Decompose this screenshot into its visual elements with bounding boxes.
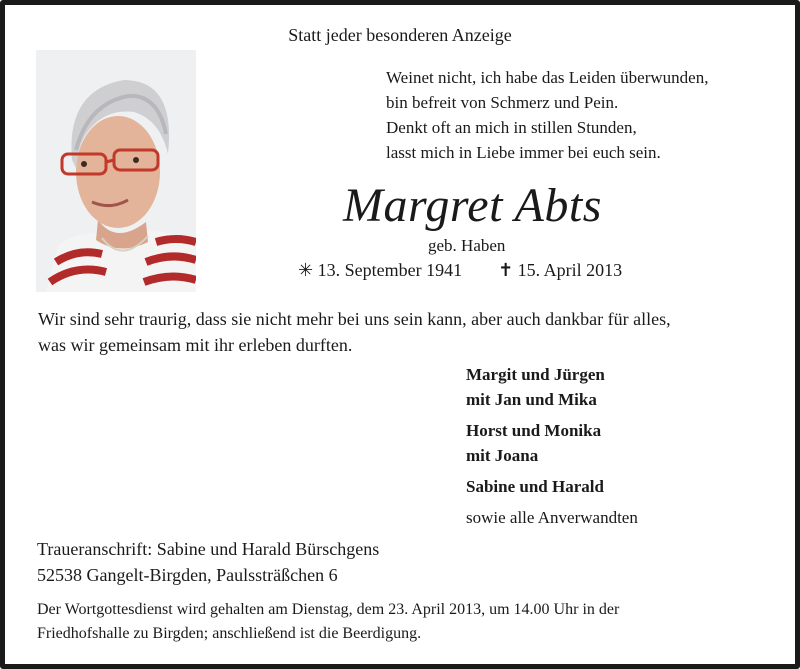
address-line: Traueranschrift: Sabine und Harald Bürschgens [37, 539, 380, 559]
message-line: Wir sind sehr traurig, dass sie nicht mehr bei uns sein kann, aber auch dankbar für alles, [38, 309, 671, 329]
deceased-name: Margret Abts [343, 179, 602, 232]
portrait-photo [36, 50, 196, 292]
life-dates [298, 260, 622, 281]
poem [386, 65, 708, 165]
poem-line: lasst mich in Liebe immer bei euch sein. [386, 143, 661, 162]
poem-line: Weinet nicht, ich habe das Leiden überwunden, [386, 68, 709, 87]
family-line: Margit und Jürgen [466, 365, 605, 384]
service-line: Der Wortgottesdienst wird gehalten am Dienstag, dem 23. April 2013, um 14.00 Uhr in der [37, 601, 620, 618]
born-icon: ✳ [298, 260, 314, 280]
died-date: 15. April 2013 [517, 260, 623, 280]
header-text: Statt jeder besonderen Anzeige [288, 25, 512, 45]
relatives-line: sowie alle Anverwandten [466, 508, 638, 527]
family-line: mit Joana [466, 446, 539, 465]
service-line: Friedhofshalle zu Birgden; anschließend ist die Beerdigung. [37, 625, 422, 642]
poem-line: Denkt oft an mich in stillen Stunden, [386, 118, 637, 137]
family-list [466, 362, 638, 530]
service-info [37, 598, 619, 646]
message-line: was wir gemeinsam mit ihr erleben durften. [38, 335, 353, 355]
family-line: mit Jan und Mika [466, 390, 597, 409]
family-line: Sabine und Harald [466, 477, 604, 496]
portrait-image [36, 50, 196, 292]
born-date: 13. September 1941 [317, 260, 463, 280]
address-line: 52538 Gangelt-Birgden, Paulssträßchen 6 [37, 565, 338, 585]
died-icon: ✝ [498, 260, 514, 280]
family-line: Horst und Monika [466, 421, 602, 440]
poem-line: bin befreit von Schmerz und Pein. [386, 93, 619, 112]
message [38, 306, 671, 358]
mourning-address [37, 536, 379, 588]
birth-name: geb. Haben [428, 236, 506, 255]
